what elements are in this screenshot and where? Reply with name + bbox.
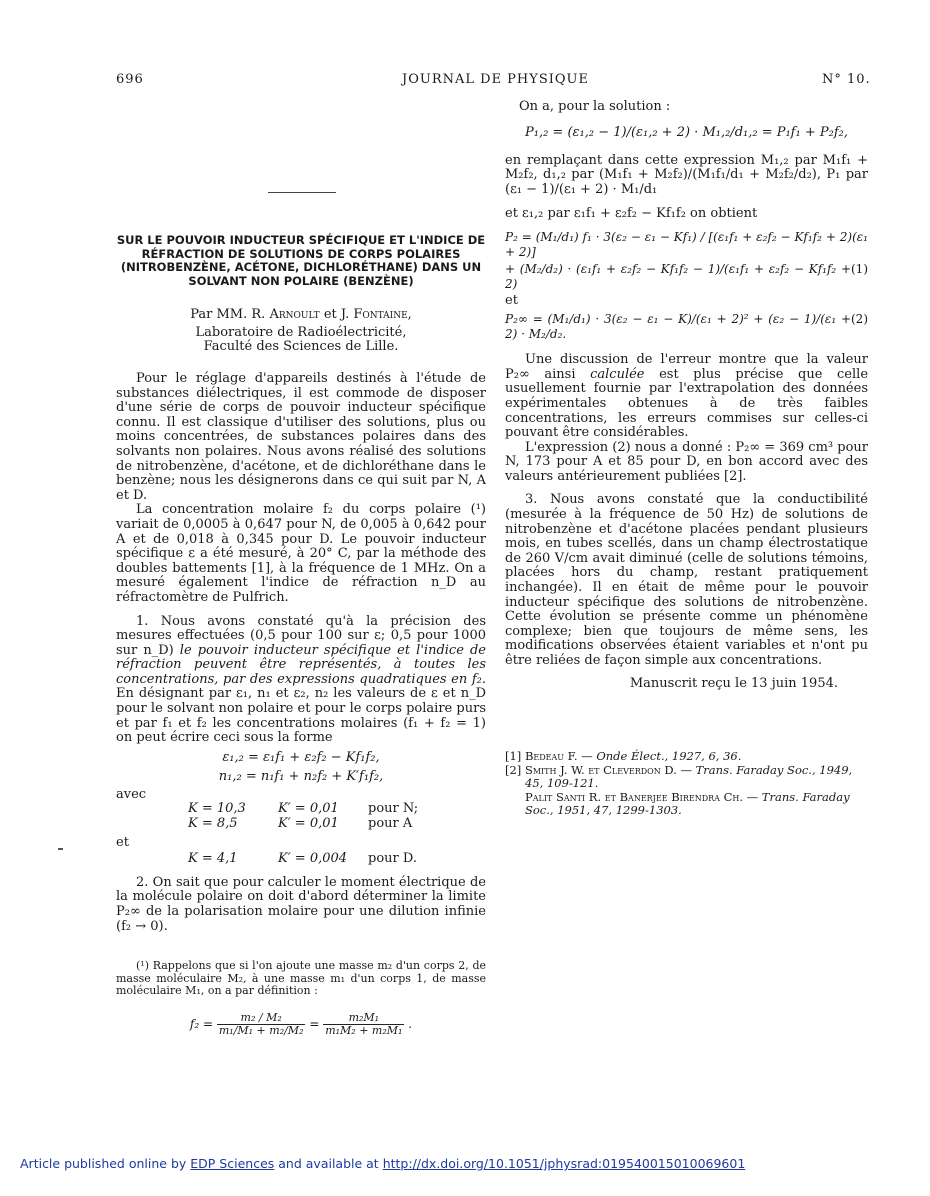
- et-label: et: [116, 834, 129, 850]
- substitution-text: en remplaçant dans cette expression M₁,₂ par M₁f₁ + M₂f₂, d₁,₂ par (M₁f₁ + M₂f₂)/(M₁f₁/d₁ + M₂f₂/d₂), P₁ par (ε₁ − 1)/(ε₁ + 2) · M₁/d₁: [505, 152, 868, 197]
- constants-table: K = 10,3 K′ = 0,01 pour N; K = 8,5 K′ = 0,01 pour A: [188, 801, 419, 832]
- et-label-right: et: [505, 293, 518, 309]
- journal-name: JOURNAL DE PHYSIQUE: [402, 72, 589, 87]
- paragraph-concentration: La concentration molaire f₂ du corps polaire (¹) variait de 0,0005 à 0,647 pour N, de 0,005 à 0,642 pour A et de 0,018 à 0,345 pour D. Le pouvoir inducteur spécifique ε a été mesuré, à 20° C, par la méthode des doubles battements [1], à la fréquence de 1 MHz. On a mesuré également l'indice de réfraction n_D au réfractomètre de Pulfrich.: [116, 502, 486, 605]
- equation-1b: (1) + (M₂/d₂) · (ε₁f₁ + ε₂f₂ − Kf₁f₂ − 1)/(ε₁f₁ + ε₂f₂ − Kf₁f₂ + 2): [505, 262, 868, 291]
- publication-footer: Article published online by EDP Sciences and available at http://dx.doi.org/10.1051/jphysrad:019540015010069601: [20, 1156, 746, 1171]
- reference-3: Palit Santi R. et Banerjee Birendra Ch. — Trans. Faraday Soc., 1951, 47, 1299-1303.: [525, 790, 850, 817]
- reference-1: [1] Bedeau F. — Onde Élect., 1927, 6, 36.: [505, 749, 742, 763]
- intro-solution: On a, pour la solution :: [519, 99, 671, 114]
- page-number: 696: [116, 72, 144, 87]
- article-title: SUR LE POUVOIR INDUCTEUR SPÉCIFIQUE ET L'INDICE DE RÉFRACTION DE SOLUTIONS DE CORPS POLAIRES (NITROBENZÈNE, ACÉTONE, DICHLORÉTHANE) DANS UN SOLVANT NON POLAIRE (BENZÈNE): [116, 233, 486, 288]
- author-1: Arnoult: [269, 307, 320, 322]
- avec-label: avec: [116, 786, 147, 802]
- paragraph-discussion: Une discussion de l'erreur montre que la valeur P₂∞ ainsi calculée est plus précise que celle usuellement fournie par l'extrapolation des données expérimentales obtenues à de très faibles concentrations, les erreurs commises sur celles-ci pouvant être considérables.: [505, 352, 869, 441]
- received-date: Manuscrit reçu le 13 juin 1954.: [629, 675, 838, 691]
- author-2: Fontaine,: [353, 307, 412, 322]
- authors: Par MM. R. Arnoult et J. Fontaine,: [190, 307, 412, 322]
- references: [505, 750, 868, 818]
- issue-number: N° 10.: [822, 72, 871, 87]
- footnote: (¹) Rappelons que si l'on ajoute une masse m₂ d'un corps 2, de masse moléculaire M₂, à une masse m₁ d'un corps 1, de masse moléculaire M₁, on a par définition : f₂ = $\frac{\text{m₂ / M₂}}{\text{m₁/M₁ + m₂/M₂}}$ = $\frac{\text{m₂M₁}}{\text{m₁M₂ + m₂M₁}}$ .: [116, 959, 486, 1037]
- publisher-link[interactable]: EDP Sciences: [190, 1156, 275, 1171]
- paragraph-1: 1. Nous avons constaté qu'à la précision des mesures effectuées (0,5 pour 100 sur ε; 0,5 pour 1000 sur n_D) le pouvoir inducteur spécifique et l'indice de réfraction peuvent être représentés, à toutes les concentrations, par des expressions quadratiques en f₂. En désignant par ε₁, n₁ et ε₂, n₂ les valeurs de ε et n_D pour le solvant non polaire et pour le corps polaire purs et par f₁ et f₂ les concentrations molaires (f₁ + f₂ = 1) on peut écrire ceci sous la forme: [116, 613, 486, 746]
- footnote-equation: f₂ = $\frac{\text{m₂ / M₂}}{\text{m₁/M₁ + m₂/M₂}}$ = $\frac{\text{m₂M₁}}{\text{m₁M₂ + m₂M₁}}$ .: [189, 1010, 413, 1037]
- substitution-text-2: et ε₁,₂ par ε₁f₁ + ε₂f₂ − Kf₁f₂ on obtient: [505, 206, 758, 222]
- left-column: [116, 372, 486, 934]
- paragraph-intro: Pour le réglage d'appareils destinés à l'étude de substances diélectriques, il est commode de disposer d'une série de corps de pouvoir inducteur spécifique connu. Il est classique d'utiliser des solutions, plus ou moins concentrées, de substances polaires dans des solvants non polaires. Nous avons réalisé des solutions de nitrobenzène, d'acétone, et de dichloréthane dans le benzène; nous les désignerons dans ce qui suit par N, A et D.: [116, 371, 486, 503]
- equation-p12: P₁,₂ = (ε₁,₂ − 1)/(ε₁,₂ + 2) · M₁,₂/d₁,₂ = P₁f₁ + P₂f₂,: [525, 124, 848, 140]
- paragraph-expression: L'expression (2) nous a donné : P₂∞ = 369 cm³ pour N, 173 pour A et 85 pour D, en bon accord avec des valeurs antérieurement publiées [2].: [505, 439, 868, 484]
- margin-mark: [58, 848, 63, 850]
- equation-n: n₁,₂ = n₁f₁ + n₂f₂ + K′f₁f₂,: [218, 768, 384, 784]
- reference-2: [2] Smith J. W. et Cleverdon D. — Trans. Faraday Soc., 1949, 45, 109-121.: [505, 763, 853, 790]
- paragraph-3: 3. Nous avons constaté que la conductibilité (mesurée à la fréquence de 50 Hz) de solutions de nitrobenzène et d'acétone placées pendant plusieurs mois, en tubes scellés, dans un champ électrostatique de 260 V/cm avait diminué (celle de solutions témoins, placées hors du champ, restant pratiquement inchangée). Il en était de même pour le pouvoir inducteur spécifique des solutions de nitrobenzène. Cette évolution se présente comme un phénomène complexe; bien que toujours de même sens, les modifications observées étaient variables et n'ont pu être reliées de façon simple aux concentrations.: [505, 492, 868, 668]
- equation-epsilon: ε₁,₂ = ε₁f₁ + ε₂f₂ − Kf₁f₂,: [222, 749, 380, 765]
- right-column: [505, 100, 868, 691]
- equation-1a: P₂ = (M₁/d₁) f₁ · 3(ε₂ − ε₁ − Kf₁) / [(ε₁f₁ + ε₂f₂ − Kf₁f₂ + 2)(ε₁ + 2)]: [505, 229, 868, 259]
- constants-table-d: K = 4,1 K′ = 0,004 pour D.: [188, 851, 417, 867]
- divider: [268, 192, 336, 193]
- paragraph-2: 2. On sait que pour calculer le moment électrique de la molécule polaire on doit d'abord déterminer la limite P₂∞ de la polarisation molaire pour une dilution infinie (f₂ → 0).: [116, 874, 486, 934]
- doi-link[interactable]: http://dx.doi.org/10.1051/jphysrad:019540015010069601: [382, 1156, 746, 1171]
- affiliation: Laboratoire de Radioélectricité, Faculté des Sciences de Lille.: [195, 325, 407, 354]
- equation-2: (2) P₂∞ = (M₁/d₁) · 3(ε₂ − ε₁ − K)/(ε₁ + 2)² + (ε₂ − 1)/(ε₁ + 2) · M₂/d₂.: [505, 311, 868, 341]
